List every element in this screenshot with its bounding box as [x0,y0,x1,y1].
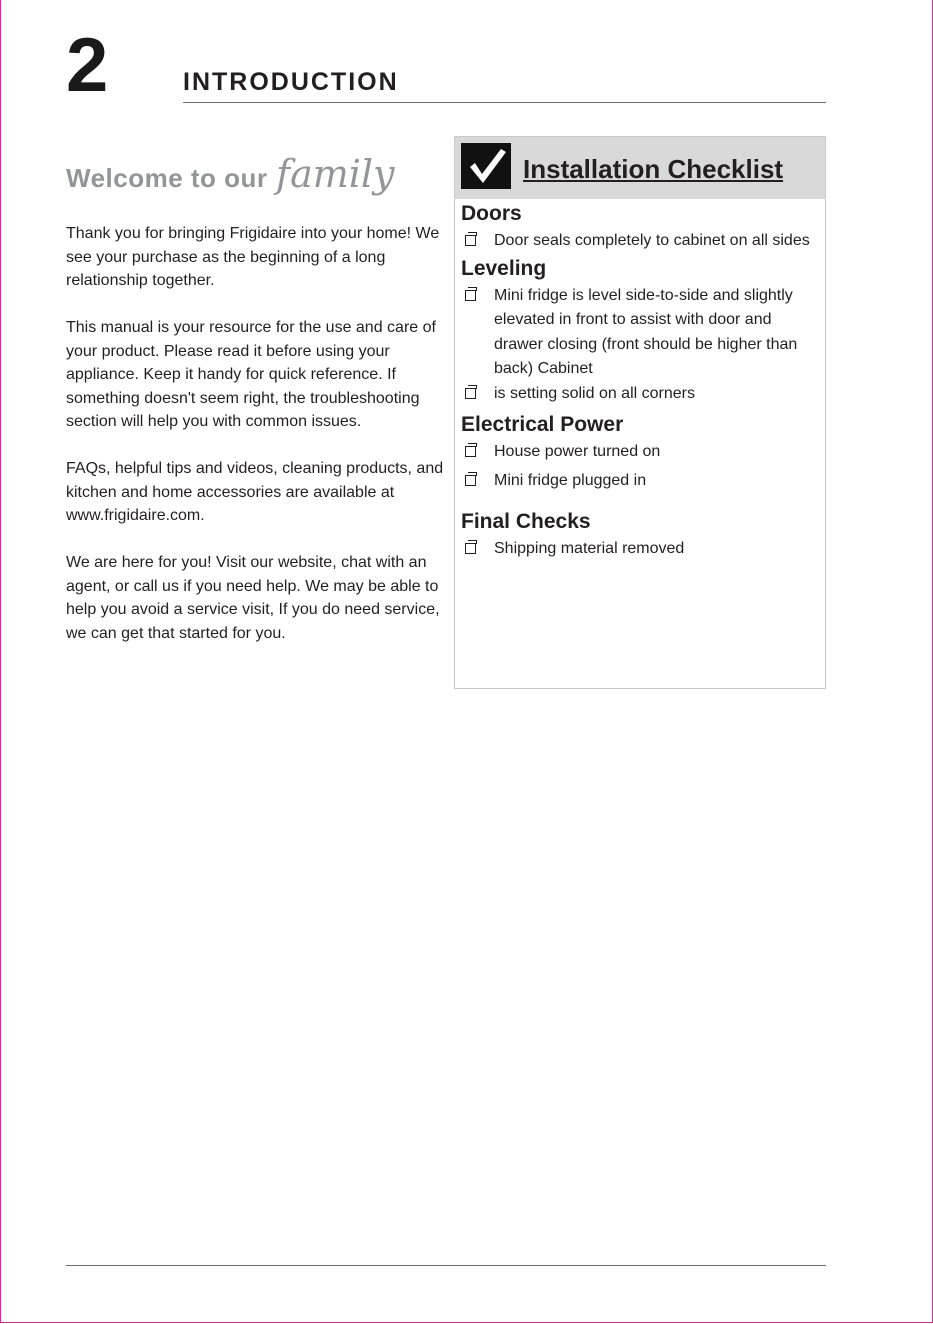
checklist-body [461,199,821,562]
checkbox-icon [465,290,476,301]
checklist-item [461,469,821,494]
checklist-item [461,440,821,465]
footer-divider [66,1265,826,1266]
checkbox-icon [465,446,476,457]
checkbox-icon [465,388,476,399]
checklist-item-text: Mini fridge plugged in [494,471,647,489]
checkbox-icon [465,235,476,246]
section-heading: Leveling [461,256,547,280]
intro-paragraph: FAQs, helpful tips and videos, cleaning products, and kitchen and home accessories are available at www.frigidaire.com. [66,460,444,524]
welcome-text: Welcome to our [66,163,268,193]
section-heading: Electrical Power [461,413,624,436]
intro-text [66,222,446,669]
section-heading: Final Checks [461,510,591,533]
installation-checklist [454,136,826,689]
intro-paragraph: Thank you for bringing Frigidaire into your home! We see your purchase as the beginning of a long relationship together. [66,225,440,289]
checklist-item [461,382,821,407]
header-divider [183,102,826,103]
checklist-section-electrical-power [461,410,821,493]
checkmark-icon [461,143,511,189]
checklist-section-doors [461,199,821,254]
checklist-header [455,137,825,199]
checklist-item-text: Mini fridge is level side-to-side and slightly elevated in front to assist with door and drawer closing (front should be higher than back) Cabinet [494,286,798,377]
intro-paragraph: We are here for you! Visit our website, chat with an agent, or call us if you need help. We may be able to help you avoid a service visit, If you do need service, we can get that started for you. [66,554,440,642]
checklist-section-final-checks [461,507,821,562]
checklist-item [461,537,821,562]
checklist-item-text: Shipping material removed [494,540,685,557]
checklist-item [461,229,821,254]
checklist-item-text: is setting solid on all corners [494,384,695,402]
intro-paragraph: This manual is your resource for the use and care of your product. Please read it before using your appliance. Keep it handy for quick reference. If something doesn't seem right, the troubleshooting section will help you with common issues. [66,319,436,430]
page-number: 2 [66,23,107,108]
welcome-script-text: family [276,152,395,196]
section-heading: Doors [461,202,522,225]
checkbox-icon [465,543,476,554]
checkbox-icon [465,475,476,486]
checklist-item [461,284,821,382]
checklist-section-leveling [461,254,821,407]
welcome-heading [66,152,395,212]
checklist-title: Installation Checklist [523,154,784,184]
checklist-item-text: Door seals completely to cabinet on all sides [494,232,810,249]
section-title: INTRODUCTION [183,68,399,96]
checklist-item-text: House power turned on [494,443,661,460]
